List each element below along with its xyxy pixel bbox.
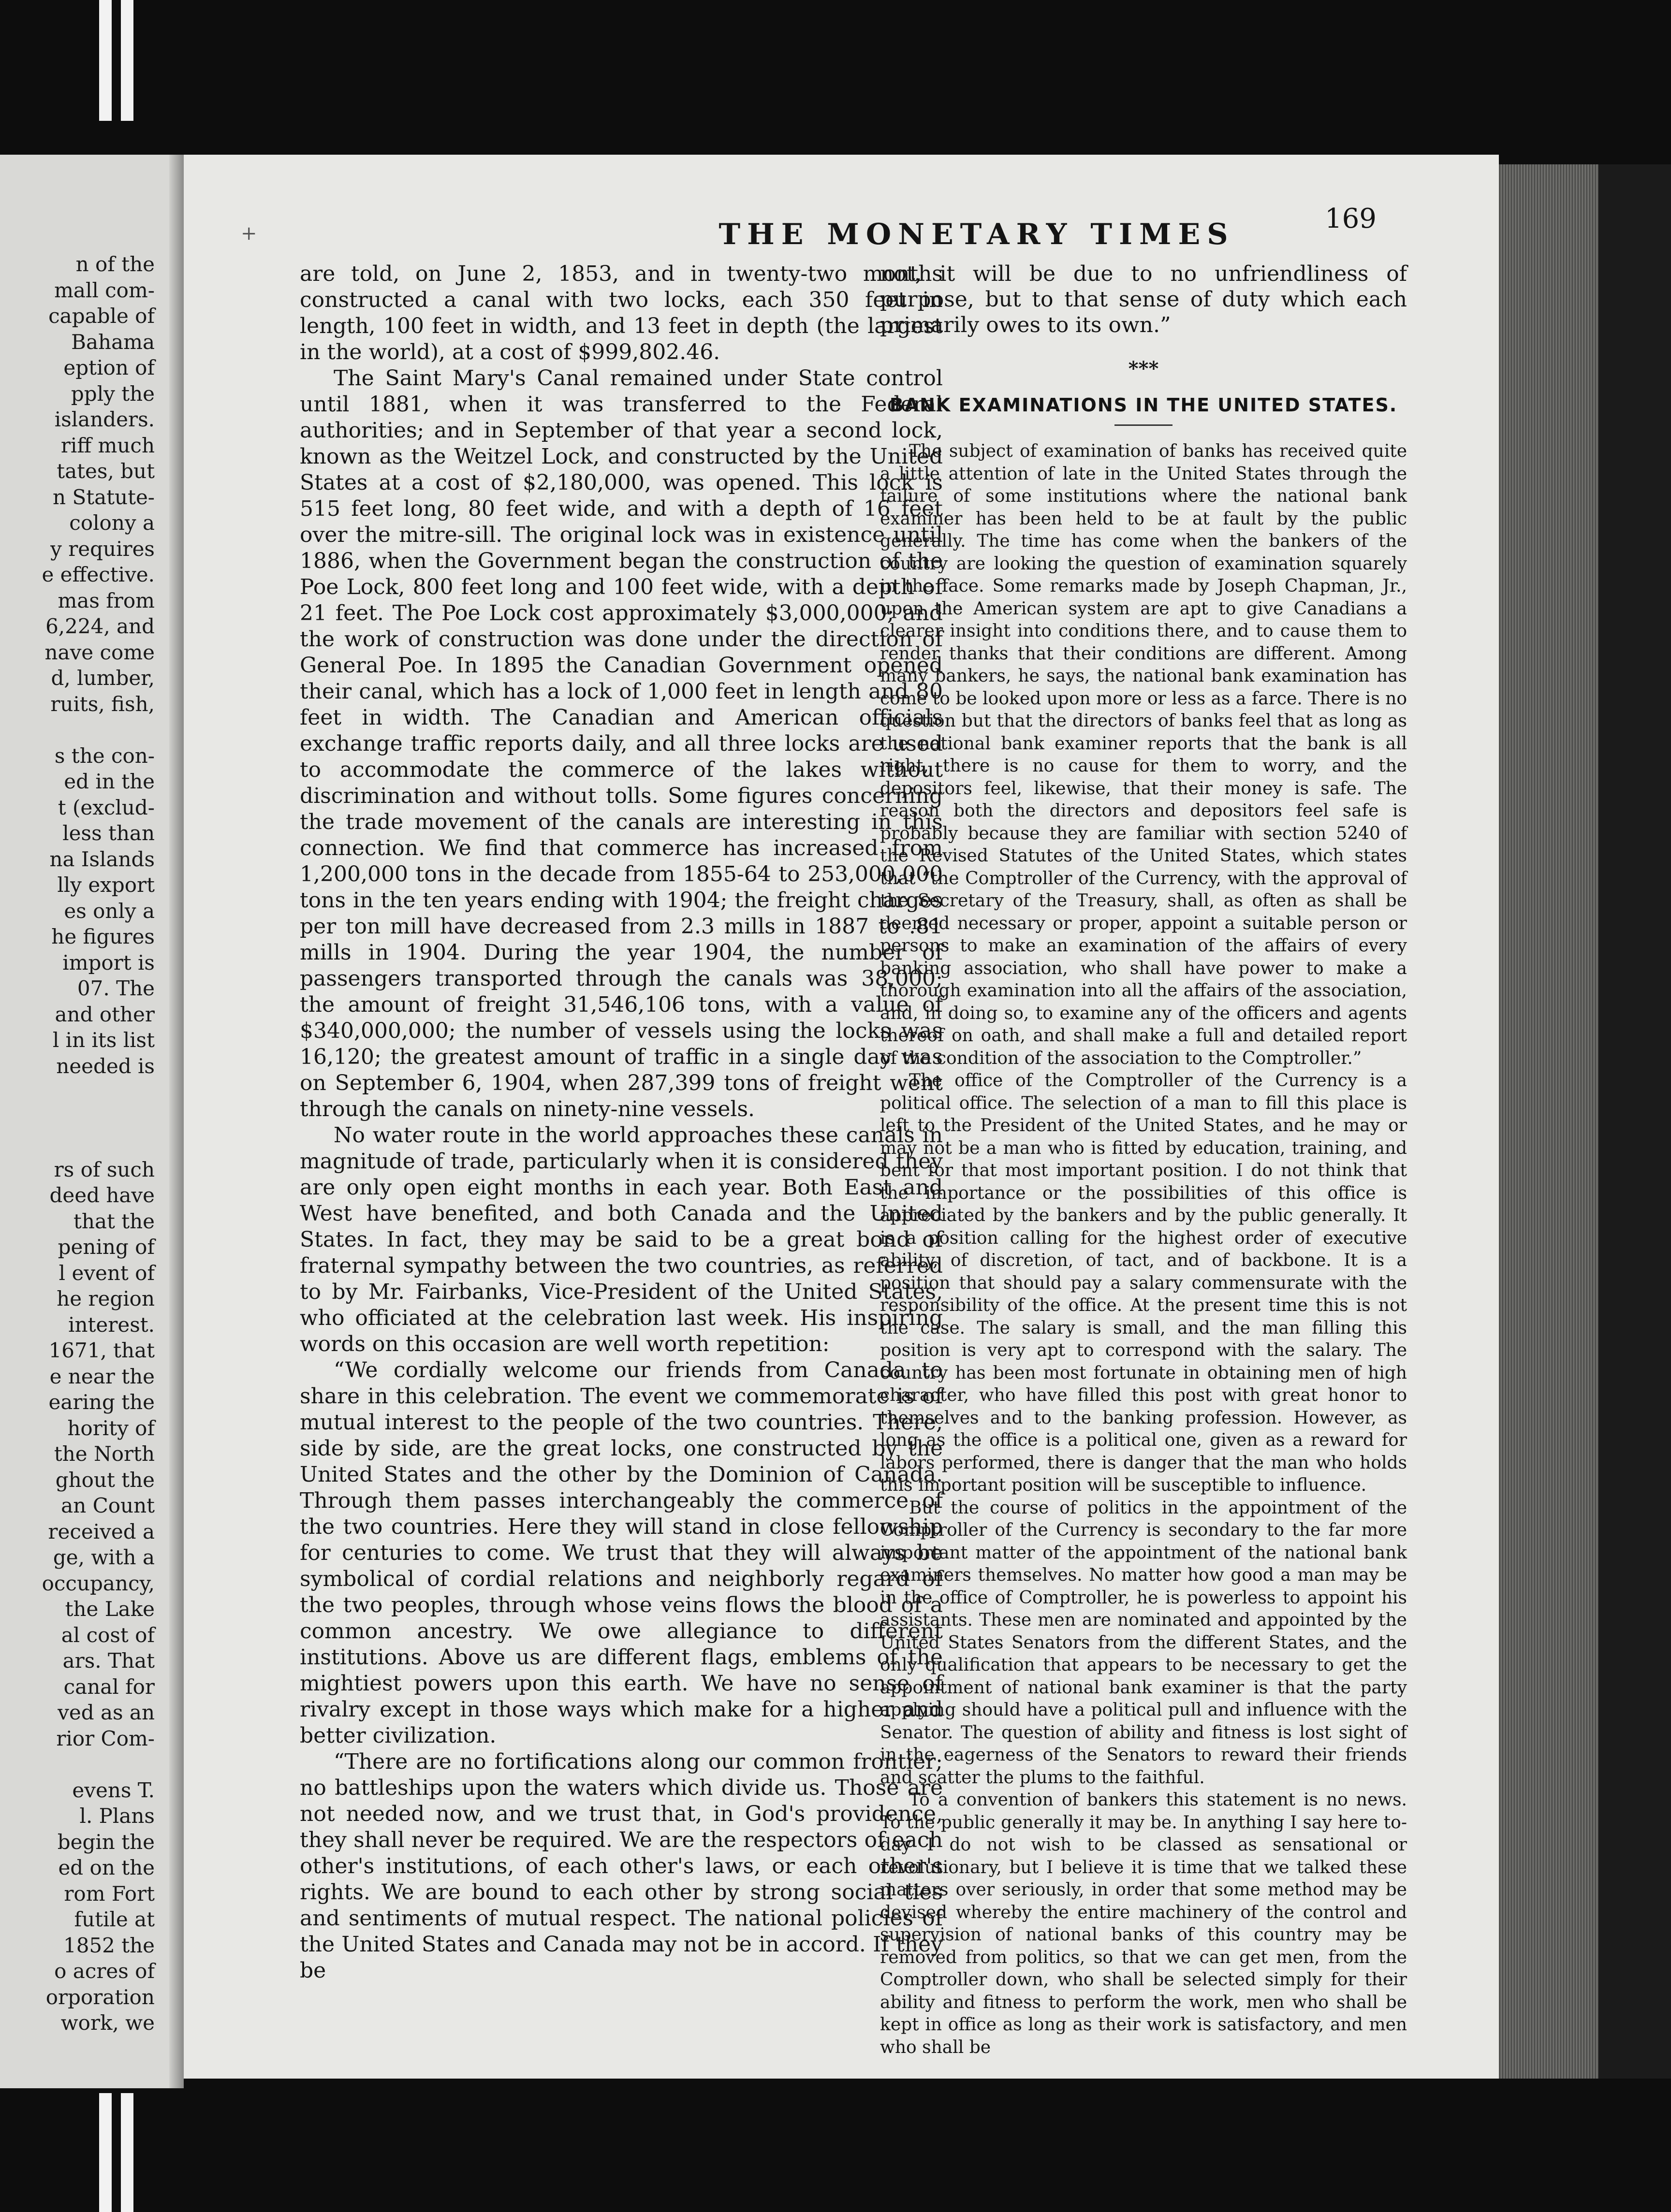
left-page-line: work, we [60,2011,155,2035]
main-page [184,155,1499,2079]
left-page-line: needed is [56,1054,155,1078]
left-page-line: eption of [63,356,155,379]
binder-strip-top-right [121,0,133,121]
running-head: THE MONETARY TIMES [718,218,1235,251]
left-page-line [0,1079,184,1105]
left-page-line: mall com- [54,278,155,302]
left-page-line: riff much [60,433,155,457]
left-page-line: nave come [44,640,155,664]
left-page-line: n Statute- [53,485,155,509]
left-page-line: orporation [45,1985,155,2009]
left-facing-page [0,155,184,2088]
article-paragraph: The subject of examination of banks has received quite a little attention of late in the United States through the failure of some institutions where the national bank examiner has been held to be at fault by the public generally. The time has come when the bankers of the country are looking the question of examination squarely in the face. Some remarks made by Joseph Chapman, Jr., upon the American system are apt to give Canadians a clearer insight into conditions there, and to cause them to render thanks that their conditions are different. Among many bankers, he says, the national bank examination has come to be looked upon more or less as a farce. There is no question but that the directors of banks feel that as long as the national bank examiner reports that the bank is all right, there is no cause for them to worry, and the depositors feel, likewise, that their money is safe. The reason both the directors and depositors feel safe is probably because they are familiar with section 5240 of the Revised Statutes of the United States, which states that “the Comptroller of the Currency, with the approval of the Secretary of the Treasury, shall, as often as shall be deemed necessary or proper, appoint a suitable person or persons to make an examination of the affairs of every banking association, who shall have power to make a thorough examination into all the affairs of the association, and, in doing so, to examine any of the officers and agents thereof on oath, and shall make a full and detailed report of the condition of the association to the Comptroller.” [880,441,1407,1068]
left-page-line: e effective. [42,563,155,586]
left-page-line: n of the [75,252,155,276]
left-page-line: 6,224, and [45,614,155,638]
left-page-line: ge, with a [53,1545,155,1569]
left-page-line: he figures [51,925,155,948]
left-page-line: ed on the [58,1856,155,1879]
left-page-line: earing the [48,1390,155,1414]
left-page-line: begin the [57,1830,155,1854]
left-page-line: 07. The [77,976,155,1000]
binder-strip-bottom-right [121,2093,133,2212]
left-page-line: that the [73,1209,155,1233]
left-page-line: the Lake [65,1597,155,1621]
left-page-line: rior Com- [56,1726,155,1750]
left-page-line: l. Plans [79,1804,155,1828]
binder-strip-bottom-left [99,2093,112,2212]
left-page-line: mas from [58,588,155,612]
left-page-line: an Count [61,1494,155,1517]
left-page-line: 1671, that [48,1339,155,1362]
left-column-paragraph: “We cordially welcome our friends from Canada to share in this celebration. The event we commemorate is of mutual interest to the people of the two countries. There, side by side, are the great locks, one constructed by the United States and the other by the Dominion of Canada. Through them passes interchangeably the commerce of the two countries. Here they will stand in close fellowship for centuries to come. We trust that they will always be symbolical of cordial relations and neighborly regard of the two peoples, through whose veins flows the blood of a common ancestry. We owe allegiance to different institutions. Above us are different flags, emblems of the mightiest powers upon this earth. We have no sense of rivalry except in those ways which make for a higher and better civilization. [300,1358,943,1748]
title-rule [1114,424,1173,426]
left-page-gutter-curve [169,155,184,2088]
left-page-line: occupancy, [42,1571,155,1595]
left-column-paragraph: “There are no fortifications along our common frontier; no battleships upon the waters which divide us. Those are not needed now, and we trust that, in God's providence, they shall never be required. We are the respectors of each other's institutions, of each other's laws, or each other's rights. We are bound to each other by strong social ties and sentiments of mutual respect. The national policies of the United States and Canada may not be in accord. If they be [300,1749,943,1983]
left-column-paragraph: The Saint Mary's Canal remained under State control until 1881, when it was transferred to the Federal authorities; and in September of that year a second lock, known as the Weitzel Lock, and constructed by the United States at a cost of $2,180,000, was opened. This lock is 515 feet long, 80 feet wide, and with a depth of 16 feet over the mitre-sill. The original lock was in existence until 1886, when the Government began the construction of the Poe Lock, 800 feet long and 100 feet wide, with a depth of 21 feet. The Poe Lock cost approximately $3,000,000; and the work of construction was done under the direction of General Poe. In 1895 the Canadian Government opened their canal, which has a lock of 1,000 feet in length and 80 feet in width. The Canadian and American officials exchange traffic reports daily, and all three locks are used to accommodate the commerce of the lakes without discrimination and without tolls. Some figures concerning the trade movement of the canals are interesting in this connection. We find that commerce has increased from 1,200,000 tons in the decade from 1855-64 to 253,000,000 tons in the ten years ending with 1904; the freight charges per ton mill have decreased from 2.3 mills in 1887 to .81 mills in 1904. During the year 1904, the number of passengers transported through the canals was 38,000; the amount of freight 31,546,106 tons, with a value of $340,000,000; the number of vessels using the locks was 16,120; the greatest amount of traffic in a single day was on September 6, 1904, when 287,399 tons of freight went through the canals on ninety-nine vessels. [300,366,943,1121]
page-number: 169 [1325,203,1377,234]
continued-quote: not, it will be due to no unfriendliness of purpose, but to that sense of duty which each primarily owes to its own.” [880,262,1407,337]
left-page-line: pening of [58,1235,155,1259]
left-page-line: the North [54,1442,155,1466]
page-header [600,218,1354,261]
left-page-line: rom Fort [64,1881,155,1906]
left-page-line: ghout the [55,1468,155,1492]
left-page-line [0,717,184,743]
left-page-line: d, lumber, [51,666,155,690]
left-page-line: l event of [59,1261,155,1285]
left-page-line: hority of [67,1416,155,1440]
margin-mark: + [241,222,257,245]
left-page-line: s the con- [54,743,155,768]
left-page-line [0,1751,184,1777]
left-text-column [300,261,943,1984]
left-column-paragraph: are told, on June 2, 1853, and in twenty-two months constructed a canal with two locks, each 350 feet in length, 100 feet in width, and 13 feet in depth (the largest in the world), at a cost of $999,802.46. [300,262,943,364]
left-page-line: deed have [49,1183,155,1207]
article-body [880,440,1407,2059]
left-page-line: import is [62,950,155,975]
left-page-line: received a [48,1519,155,1543]
left-page-line: he region [57,1287,155,1310]
left-page-line: ars. That [62,1649,155,1673]
left-page-line: ruits, fish, [50,692,155,716]
article-paragraph: The office of the Comptroller of the Currency is a political office. The selection of a man to fill this place is left to the President of the United States, and he may or may not be a man who is fitted by education, training, and bent for that most important position. I do not think that the importance or the possibilities of this office is appreciated by the bankers and by the public generally. It is a position calling for the highest order of executive ability, of discretion, of tact, and of backbone. It is a position that should pay a salary commensurate with the responsibility of the office. At the present time this is not the case. The salary is small, and the man filling this position is very apt to correspond with the salary. The country has been most fortunate in obtaining men of high character, who have filled this post with great honor to themselves and to the banking profession. However, as long as the office is a political one, given as a reward for labors performed, there is danger that the man who holds this important position will be susceptible to influence. [880,1071,1407,1495]
left-page-text-fragments [0,155,184,2036]
left-page-line: tates, but [57,459,155,483]
article-paragraph: To a convention of bankers this statement is no news. To the public generally it may be. In anything I say here to-day I do not wish to be classed as sensational or revolutionary, but I believe it is time that we talked these matters over seriously, in order that some method may be devised whereby the entire machinery of the control and supervision of national banks of this country may be removed from politics, so that we can get men, from the Comptroller down, who shall be selected simply for their ability and fitness to perform the work, men who shall be kept in office as long as their work is satisfactory, and men who shall be [880,1790,1407,2057]
left-page-line [0,1131,184,1157]
right-text-column [880,261,1407,2059]
article-paragraph: But the course of politics in the appointment of the Comptroller of the Currency is secondary to the far more important matter of the appointment of the national bank examiners themselves. No matter how good a man may be in the office of Comptroller, he is powerless to appoint his assistants. These men are nominated and appointed by the United States Senators from the different States, and the only qualification that appears to be necessary to get the appointment of national bank examiner is that the party applying should have a political pull and influence with the Senator. The question of ability and fitness is lost sight of in the eagerness of the Senators to reward their friends and scatter the plums to the faithful. [880,1498,1407,1788]
left-page-line: less than [62,821,155,845]
left-column-paragraph: No water route in the world approaches these canals in magnitude of trade, particularly when it is considered they are only open eight months in each year. Both East and West have benefited, and both Canada and the United States. In fact, they may be said to be a great bond of fraternal sympathy between the two countries, as referred to by Mr. Fairbanks, Vice-President of the United States, who officiated at the celebration last week. His inspiring words on this occasion are well worth repetition: [300,1123,943,1356]
left-page-line: y requires [50,537,155,561]
left-page-line: na Islands [49,847,155,871]
binder-strip-top-left [99,0,112,121]
left-page-line: rs of such [54,1157,155,1181]
left-page-line: Bahama [71,330,155,354]
left-page-line: capable of [48,304,155,328]
left-page-line: ed in the [64,770,155,793]
left-page-line: 1852 the [63,1933,155,1957]
left-page-line: pply the [71,381,155,406]
left-page-line: lly export [57,873,155,897]
left-page-line: e near the [49,1364,155,1388]
left-page-line: l in its list [52,1028,155,1052]
left-page-line: and other [55,1002,155,1026]
left-page-line: islanders. [54,407,155,431]
article-title: BANK EXAMINATIONS IN THE UNITED STATES. [889,394,1398,416]
left-page-line: o acres of [54,1959,155,1983]
left-page-line: ved as an [58,1701,155,1724]
section-ornament: *** [1128,357,1159,380]
left-page-line: interest. [68,1312,155,1337]
left-page-line: es only a [64,899,155,923]
left-page-line: colony a [69,511,155,535]
left-page-line: al cost of [61,1623,155,1647]
left-page-line: t (exclud- [58,795,155,819]
left-page-line [0,1105,184,1131]
left-page-line: canal for [63,1674,155,1699]
left-page-line: futile at [74,1907,155,1931]
left-page-line: evens T. [72,1778,155,1802]
book-page-edges [1480,164,1671,2079]
